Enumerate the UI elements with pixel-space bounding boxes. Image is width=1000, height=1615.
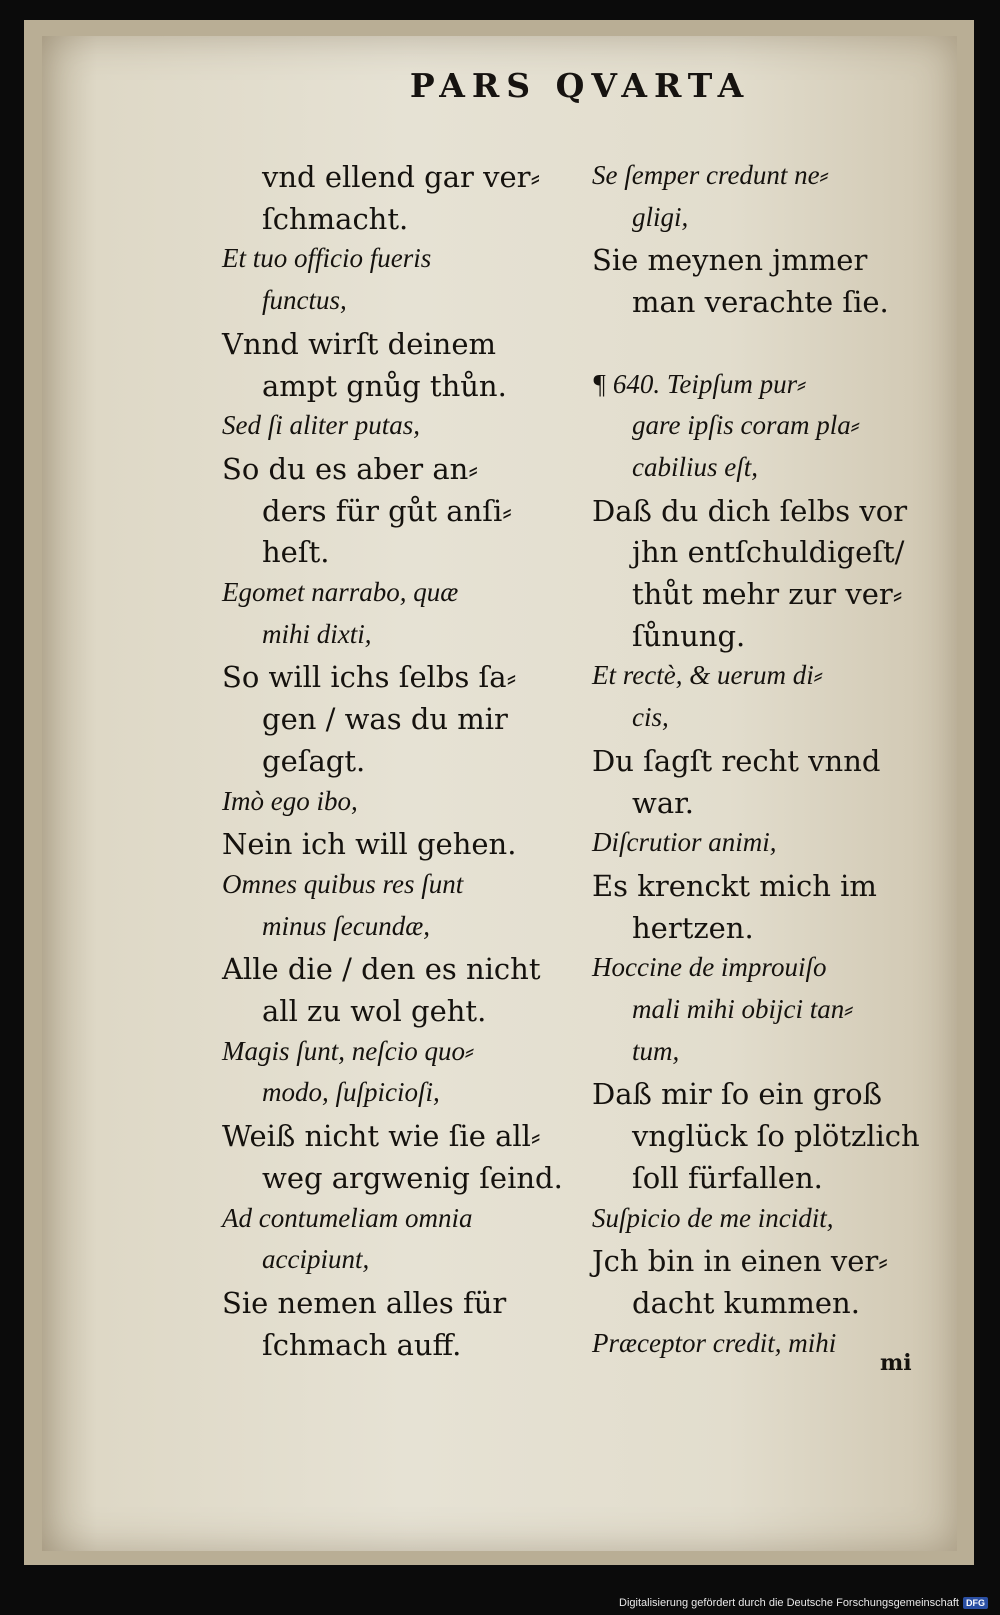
right-line: Præceptor credit, mihi [592, 1327, 837, 1358]
left-line: minus ſecundæ, [262, 910, 430, 941]
left-line: all zu wol geht. [262, 994, 487, 1028]
right-line: Et rectè, & uerum di⸗ [592, 660, 823, 691]
right-line: Daß du dich ſelbs vor [592, 493, 908, 528]
right-line: ſůnung. [632, 618, 746, 653]
dfg-logo: DFG [963, 1597, 988, 1609]
left-line: weg argwenig ſeind. [262, 1160, 563, 1195]
right-line: war. [632, 785, 695, 820]
left-line: Vnnd wirſt deinem [222, 326, 496, 361]
right-line: Sie meynen jmmer [592, 243, 868, 278]
left-line: Et tuo officio fueris [222, 243, 432, 274]
left-line: modo, ſuſpicioſi, [262, 1077, 440, 1108]
right-line: Jch bin in einen ver⸗ [592, 1244, 888, 1279]
left-line: ſchmacht. [262, 201, 409, 236]
left-line: functus, [262, 285, 347, 316]
right-line: man verachte ſie. [632, 285, 889, 320]
left-line: heſt. [262, 535, 330, 570]
left-line: ders für gůt anſi⸗ [262, 493, 512, 528]
right-line: cabilius eſt, [632, 451, 758, 482]
right-line: gare ipſis coram pla⸗ [632, 410, 860, 441]
left-line: geſagt. [262, 743, 366, 778]
credit-text: Digitalisierung gefördert durch die Deutsche Forschungsgemeinschaft [619, 1597, 959, 1609]
left-line: Sed ſi aliter putas, [222, 410, 420, 441]
right-line: Suſpicio de me incidit, [592, 1202, 834, 1233]
right-line: dacht kummen. [632, 1285, 860, 1320]
right-line: vnglück ſo plötzlich [632, 1119, 920, 1154]
left-line: Weiß nicht wie ſie all⸗ [222, 1119, 541, 1154]
left-line: accipiunt, [262, 1244, 370, 1275]
left-line: ſchmach auff. [262, 1327, 462, 1362]
left-line: So du es aber an⸗ [222, 451, 478, 486]
right-line: ſoll fürfallen. [632, 1160, 823, 1195]
left-line: mihi dixti, [262, 618, 372, 649]
right-line: thůt mehr zur ver⸗ [632, 577, 903, 611]
right-line: hertzen. [632, 910, 754, 945]
right-line: mali mihi obijci tan⸗ [632, 994, 854, 1024]
left-line: Omnes quibus res ſunt [222, 868, 464, 899]
left-line: ampt gnůg thůn. [262, 368, 507, 403]
right-line: ¶ 640. Teipſum pur⸗ [592, 368, 807, 399]
left-line: Ad contumeliam omnia [222, 1202, 473, 1233]
right-line: jhn entſchuldigeſt/ [632, 535, 905, 570]
left-line: Imò ego ibo, [222, 785, 358, 816]
left-line: Sie nemen alles für [222, 1285, 507, 1320]
left-line: vnd ellend gar ver⸗ [262, 160, 541, 194]
right-line: cis, [632, 702, 669, 733]
left-line: So will ichs ſelbs ſa⸗ [222, 660, 517, 695]
left-line: Egomet narrabo, quæ [222, 577, 459, 607]
left-line: Alle die / den es nicht [222, 952, 541, 987]
right-line: Hoccine de improuiſo [592, 952, 827, 983]
right-line: Daß mir ſo ein groß [592, 1077, 882, 1112]
catchword: mi [880, 1350, 912, 1376]
running-title: PARS QVARTA [409, 66, 751, 105]
left-line: Magis ſunt, neſcio quo⸗ [222, 1035, 474, 1066]
left-line: gen / was du mir [262, 702, 508, 737]
right-line: Es krenckt mich im [592, 868, 877, 903]
right-line: gligi, [632, 201, 689, 232]
left-line: Nein ich will gehen. [222, 827, 517, 862]
right-line: tum, [632, 1035, 680, 1066]
digitization-credit [619, 1597, 988, 1609]
right-line: Se ſemper credunt ne⸗ [592, 160, 829, 190]
right-line: Diſcrutior animi, [592, 827, 777, 858]
right-line: Du ſagſt recht vnnd [592, 743, 881, 778]
